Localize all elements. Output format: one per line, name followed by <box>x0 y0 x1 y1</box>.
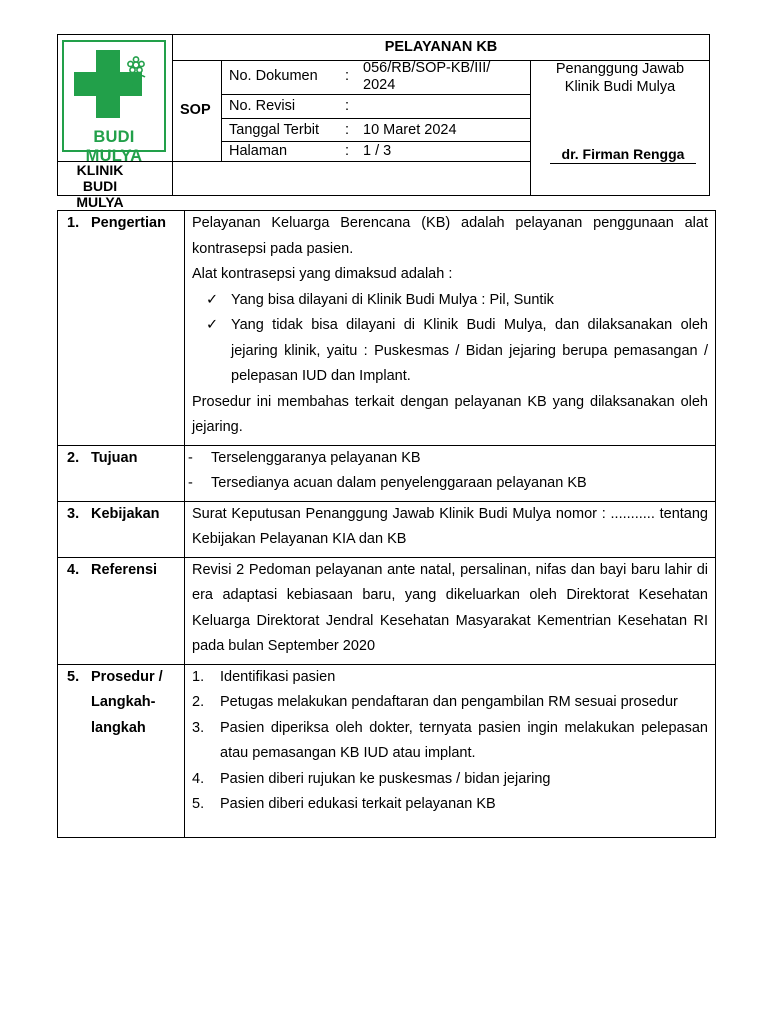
label-tujuan: 2. Tujuan <box>58 445 185 501</box>
list-item: - Terselenggaranya pelayanan KB <box>188 446 708 472</box>
content-kebijakan: Surat Keputusan Penanggung Jawab Klinik Budi Mulya nomor : ........... tentang Kebijakan Pelayanan KIA dan KB <box>185 501 716 557</box>
responsible-name: dr. Firman Rengga <box>550 146 696 164</box>
field-halaman-sep: : <box>345 143 350 159</box>
row-prosedur <box>58 664 716 837</box>
label-referensi: 4. Referensi <box>58 557 185 664</box>
pengertian-paragraph-1: Pelayanan Keluarga Berencana (KB) adalah pelayanan penggunaan alat kontrasepsi pada pasien. <box>192 215 708 257</box>
list-item: 2. Petugas melakukan pendaftaran dan pengambilan RM sesuai prosedur <box>192 694 678 710</box>
list-item: 4. Pasien diberi rujukan ke puskesmas / bidan jejaring <box>192 770 551 787</box>
logo-text: BUDI MULYA <box>85 128 143 165</box>
row-tujuan <box>58 445 716 501</box>
label-prosedur: 5. Prosedur / Langkah-langkah <box>58 664 185 837</box>
dash-bullet: - <box>188 449 193 466</box>
field-no-revisi-sep: : <box>345 98 350 114</box>
list-item: 1. Identifikasi pasien <box>192 668 336 685</box>
list-item: 3. Pasien diperiksa oleh dokter, ternyata pasien ingin melakukan pelepasan atau pemasangan KB IUD atau implant. <box>192 719 708 761</box>
content-pengertian <box>185 211 716 446</box>
field-halaman-label: Halaman <box>229 143 288 159</box>
list-item: - Tersedianya acuan dalam penyelenggaraan pelayanan KB <box>188 471 708 497</box>
label-pengertian: 1. Pengertian <box>58 211 185 446</box>
clinic-name: KLINIK BUDI MULYA <box>76 162 124 210</box>
row-kebijakan <box>58 501 716 557</box>
pengertian-paragraph-3: Prosedur ini membahas terkait dengan pelayanan KB yang dilaksanakan oleh jejaring. <box>192 393 708 435</box>
field-no-dokumen-sep: : <box>345 68 350 84</box>
clinic-logo <box>62 40 166 165</box>
sop-label: SOP <box>180 102 211 118</box>
list-item: ✓ Yang tidak bisa dilayani di Klinik Budi Mulya, dan dilaksanakan oleh jejaring klinik, yaitu : Puskesmas / Bidan jejaring berupa pemasangan / pelepasan IUD dan Implant. <box>192 313 708 390</box>
list-item: 5. Pasien diberi edukasi terkait pelayanan KB <box>192 796 496 812</box>
sop-content-table <box>57 210 716 838</box>
flower-icon <box>121 56 151 88</box>
row-pengertian <box>58 211 716 446</box>
list-item: ✓ Yang bisa dilayani di Klinik Budi Mulya : Pil, Suntik <box>192 288 708 314</box>
check-icon: ✓ <box>206 291 219 308</box>
field-tanggal-terbit-sep: : <box>345 122 350 138</box>
field-tanggal-terbit-value: 10 Maret 2024 <box>363 122 457 138</box>
content-tujuan <box>185 445 716 501</box>
field-tanggal-terbit-label: Tanggal Terbit <box>229 122 320 138</box>
content-prosedur <box>185 664 716 837</box>
responsible-title: Penanggung Jawab Klinik Budi Mulya <box>555 61 685 95</box>
label-kebijakan: 3. Kebijakan <box>58 501 185 557</box>
field-no-revisi-label: No. Revisi <box>229 98 296 114</box>
check-icon: ✓ <box>206 317 219 333</box>
row-referensi <box>58 557 716 664</box>
dash-bullet: - <box>188 475 193 491</box>
field-no-dokumen-value: 056/RB/SOP-KB/III/ 2024 <box>363 60 491 93</box>
document-title: PELAYANAN KB <box>384 39 498 55</box>
field-no-dokumen-label: No. Dokumen <box>229 68 318 84</box>
field-halaman-value: 1 / 3 <box>363 143 392 159</box>
pengertian-paragraph-2: Alat kontrasepsi yang dimaksud adalah : <box>192 266 453 282</box>
content-referensi: Revisi 2 Pedoman pelayanan ante natal, persalinan, nifas dan bayi baru lahir di era adaptasi kebiasaan baru, yang dikeluarkan oleh Direktorat Kesehatan Keluarga Direktorat Jendral Kesehatan Masyarakat Kementrian Kesehatan RI pada bulan September 2020 <box>185 557 716 664</box>
